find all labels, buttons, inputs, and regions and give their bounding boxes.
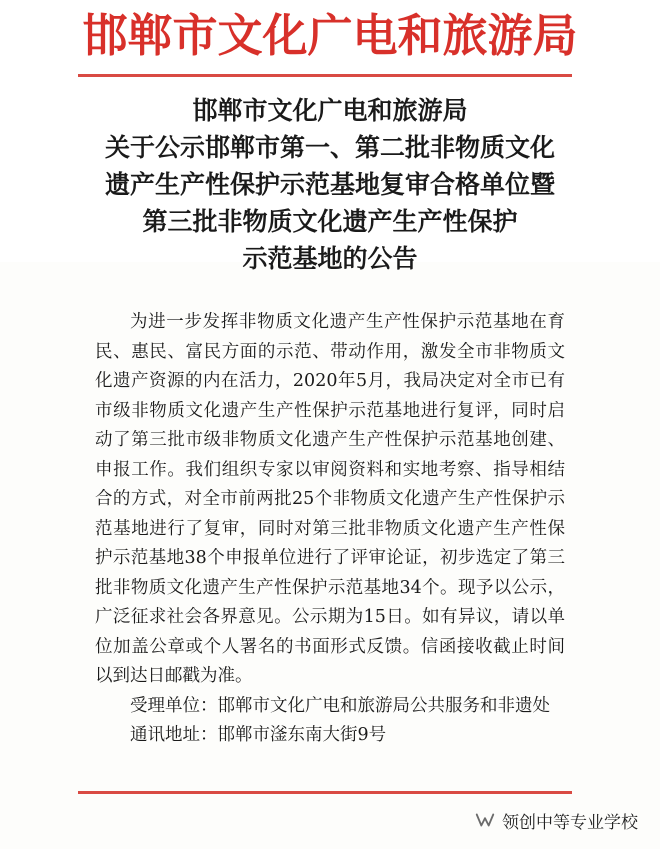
wechat-channel-icon — [474, 809, 496, 831]
receiving-unit: 受理单位：邯郸市文化广电和旅游局公共服务和非遗处 — [130, 695, 550, 716]
title-line: 关于公示邯郸市第一、第二批非物质文化 — [104, 133, 555, 162]
title-line: 邯郸市文化广电和旅游局 — [192, 96, 468, 125]
title-line: 示范基地的公告 — [242, 244, 418, 273]
title-line: 遗产生产性保护示范基地复审合格单位暨 — [104, 170, 555, 199]
notice-title — [0, 92, 660, 277]
mailing-address: 通讯地址：邯郸市滏东南大街9号 — [130, 725, 387, 745]
letterhead-red-rule — [78, 74, 572, 77]
letterhead-title: 邯郸市文化广电和旅游局 — [82, 9, 578, 62]
watermark-text: 领创中等专业学校 — [502, 812, 638, 833]
watermark — [474, 806, 638, 834]
body-paragraph: 为进一步发挥非物质文化遗产生产性保护示范基地在育民、惠民、富民方面的示范、带动作用，激发全市非物质文化遗产资源的内在活力，2020年5月，我局决定对全市已有市级非物质文化遗产生产性保护示范基地进行复评，同时启动了第三批市级非物质文化遗产生产性保护示范基地创建、申报工作。我们组织专家以审阅资料和实地考察、指导相结合的方式，对全市前两批25个非物质文化遗产生产性保护示范基地进行了复审，同时对第三批非物质文化遗产生产性保护示范基地38个申报单位进行了评审论证，初步选定了第三批非物质文化遗产生产性保护示范基地34个。现予以公示，广泛征求社会各界意见。公示期为15日。如有异议，请以单位加盖公章或个人署名的书面形式反馈。信函接收截止时间以到达日邮戳为准。 — [95, 312, 565, 686]
footer-red-rule — [78, 791, 572, 794]
title-line: 第三批非物质文化遗产生产性保护 — [142, 207, 518, 236]
notice-body — [95, 308, 565, 751]
